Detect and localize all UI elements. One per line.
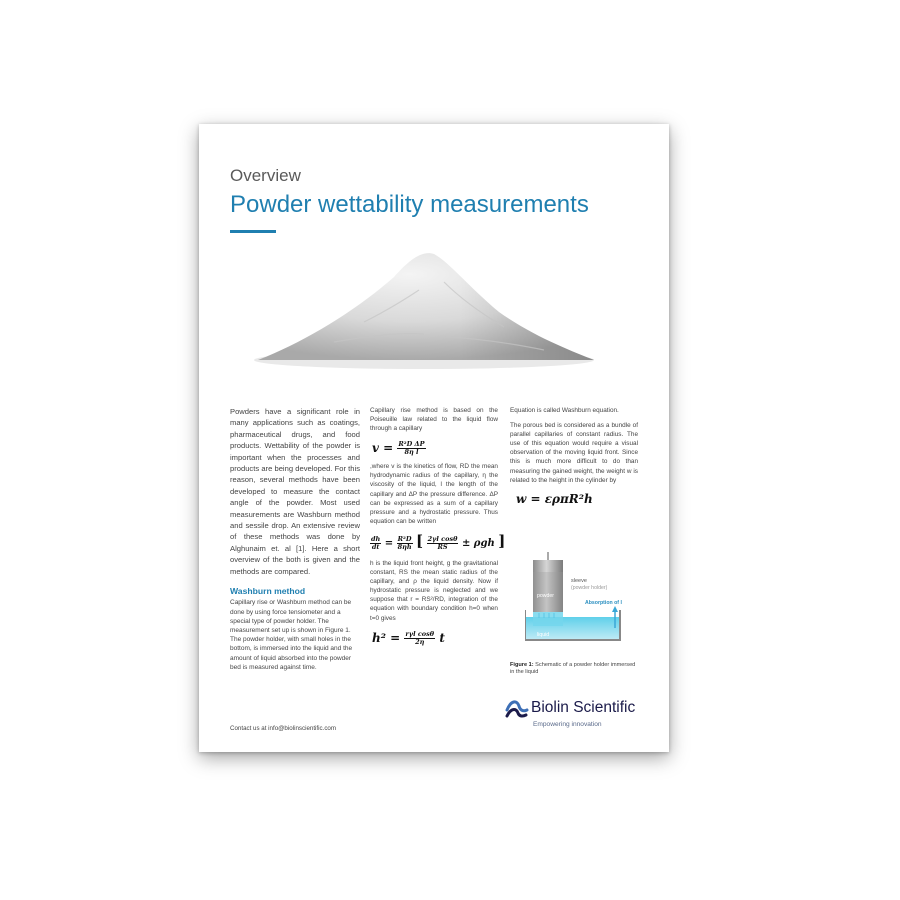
eq3-tail: t	[439, 630, 445, 645]
column-1	[230, 406, 360, 672]
powder-pile-image	[244, 242, 604, 372]
label-absorption: Absorption of l	[585, 600, 622, 606]
equation-poiseuille	[372, 441, 498, 456]
overview-kicker: Overview	[230, 166, 301, 185]
washburn-equation-note: Equation is called Washburn equation.	[510, 407, 619, 414]
equation-weight: w = ερπR²h	[516, 491, 593, 506]
column-3	[510, 406, 638, 504]
eq2-tail: ± ρgh	[461, 537, 495, 549]
eq2-bracket-close: ]	[498, 531, 506, 550]
brand-tagline: Empowering innovation	[533, 721, 602, 728]
figure-caption	[510, 662, 640, 676]
label-liquid: liquid	[537, 632, 550, 638]
contact-line: Contact us at info@biolinscientific.com	[230, 725, 337, 732]
eq2-mid-numerator: R²D	[397, 534, 412, 543]
eq1-denominator: 8η l	[404, 448, 419, 457]
eq1-fraction	[397, 441, 425, 456]
title-underline	[230, 230, 276, 233]
eq3-denominator: 2η	[415, 637, 425, 646]
eq2-lhs-numerator: dh	[371, 534, 381, 543]
brand-name: Biolin Scientific	[531, 699, 636, 716]
label-sleeve: sleeve	[571, 578, 587, 584]
eq2-lhs-fraction	[370, 536, 381, 551]
eq2-inner-fraction	[427, 536, 459, 551]
eq2-bracket-open: [	[416, 531, 424, 550]
porous-bed-paragraph: The porous bed is considered as a bundle of parallel capillaries of constant radius. The use of this equation would require a visual observation of the moving liquid front. Since this is much more difficult to do than measuring the gained weight, the weight w is related to the height in the cylinder by	[510, 422, 638, 484]
variables-paragraph: ,where v is the kinetics of flow, RD the mean hydrodynamic radius of the capillary, η the viscosity of the liquid, l the length of the capillary and ΔP the pressure difference. ΔP can be expressed as a sum of a capillary pressure and a hydrostatic pressure. Thus equation can be written	[370, 463, 498, 525]
equation-capillary-rise	[370, 531, 506, 551]
biolin-logo-icon	[505, 698, 529, 720]
eq3-fraction	[404, 631, 435, 646]
eq2-equals: =	[384, 537, 394, 549]
page-title: Powder wettability measurements	[230, 191, 589, 218]
intro-paragraph: Powders have a significant role in many applications such as coatings, pharmaceutical drugs, and food products. Wettability of the powder is important when the processes and products are being developed. For this reason, several methods have been developed to measure the contact angle of the powder. Most used measurements are Washburn method and sessile drop. An extensive review of these methods was done by Alghunaim et. al [1]. Here a short overview of the both is given and the methods are compared.	[230, 407, 360, 576]
eq1-lhs: v =	[372, 441, 394, 456]
equation-washburn	[372, 631, 498, 646]
eq2-mid-denominator: 8ηh	[397, 542, 412, 551]
figure-caption-text: Schematic of a powder holder immersed in the liquid	[510, 662, 636, 675]
label-powder-holder: (powder holder)	[571, 585, 608, 591]
label-powder: powder	[537, 593, 555, 599]
eq3-lhs: h² =	[372, 630, 401, 645]
washburn-paragraph: Capillary rise or Washburn method can be done by using force tensiometer and a special type of powder holder. The measurement set up is shown in Figure 1. The powder holder, with small holes in the bottom, is immersed into the liquid and the amount of liquid absorbed into the powder bed is measured against time.	[230, 599, 353, 671]
eq2-lhs-denominator: dt	[371, 542, 380, 551]
eq1-numerator: R²D ΔP	[398, 440, 425, 449]
eq3-numerator: rγl cosθ	[405, 629, 435, 638]
column-2	[370, 406, 506, 646]
powder-holder-schematic	[525, 552, 650, 657]
washburn-heading: Washburn method	[230, 586, 306, 597]
eq2-mid-fraction	[397, 536, 413, 551]
figure-caption-label: Figure 1:	[510, 662, 534, 668]
eq2-inner-denominator: RS	[437, 542, 448, 551]
poiseuille-paragraph: Capillary rise method is based on the Poiseuille law related to the liquid flow through a capillary	[370, 407, 498, 433]
liquid-front-paragraph: h is the liquid front height, g the gravitational constant, RS the mean static radius of the capillary, and ρ the liquid density. Now if hydrostatic pressure is neglected and we suppose that r = RS²/RD, integration of the equation with boundary condition h=0 when t=0 gives	[370, 559, 498, 622]
eq2-inner-numerator: 2γl cosθ	[427, 534, 458, 543]
document-page	[199, 124, 669, 752]
